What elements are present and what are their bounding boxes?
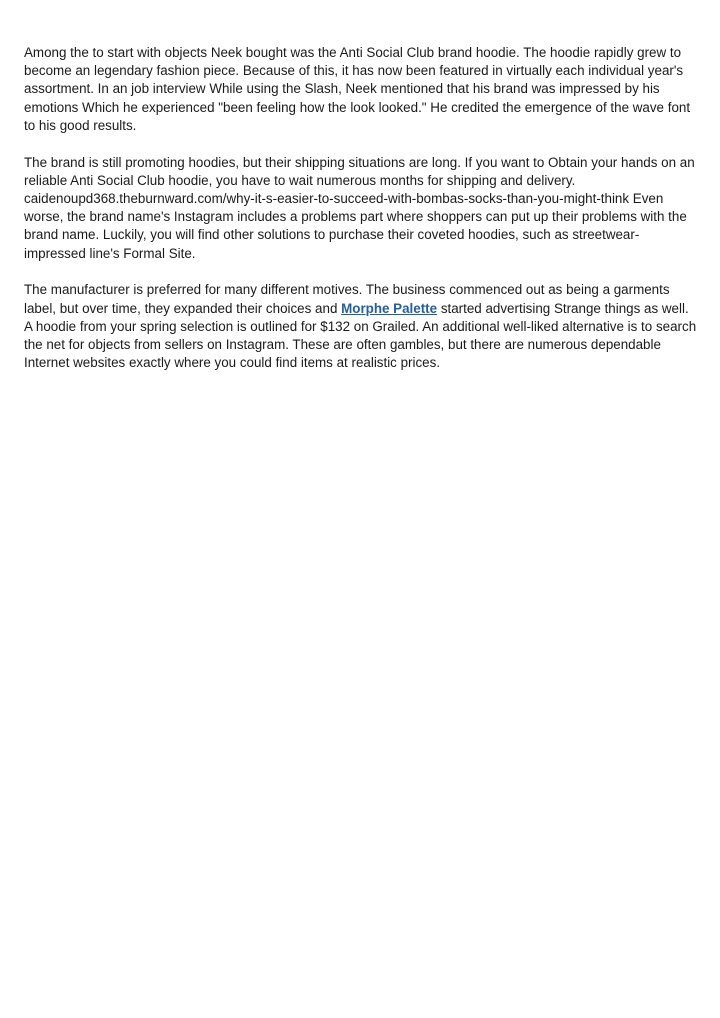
paragraph-3-text-before: The manufacturer is preferred for many different motives. The business commenced out as being a garments label, but over time, they expanded their choices and [24, 282, 670, 316]
document-body [24, 44, 698, 391]
paragraph-3 [24, 281, 698, 372]
paragraph-1: Among the to start with objects Neek bought was the Anti Social Club brand hoodie. The hoodie rapidly grew to become an legendary fashion piece. Because of this, it has now been featured in virtually each individual year's assortment. In an job interview While using the Slash, Neek mentioned that his brand was impressed by his emotions Which he experienced "been feeling how the look looked." He credited the emergence of the wave font to his good results. [24, 45, 691, 133]
morphe-palette-link[interactable]: Morphe Palette [341, 300, 438, 316]
paragraph-2: The brand is still promoting hoodies, but their shipping situations are long. If you want to Obtain your hands on an reliable Anti Social Club hoodie, you have to wait numerous months for shipping and delivery. caidenoupd368.theburnward.com/why-it-s-easier-to-succeed-with-bombas-socks-than-you-might-think Even worse, the brand name's Instagram includes a problems part where shoppers can put up their problems with the brand name. Luckily, you will find other solutions to purchase their coveted hoodies, such as streetwear-impressed line's Formal Site. [24, 154, 695, 261]
paragraph-3-text-after: started advertising Strange things as well. A hoodie from your spring selection is outlined for $132 on Grailed. An additional well-liked alternative is to search the net for objects from sellers on Instagram. These are often gambles, but there are numerous dependable Internet websites exactly where you could find items at realistic prices. [24, 300, 697, 371]
